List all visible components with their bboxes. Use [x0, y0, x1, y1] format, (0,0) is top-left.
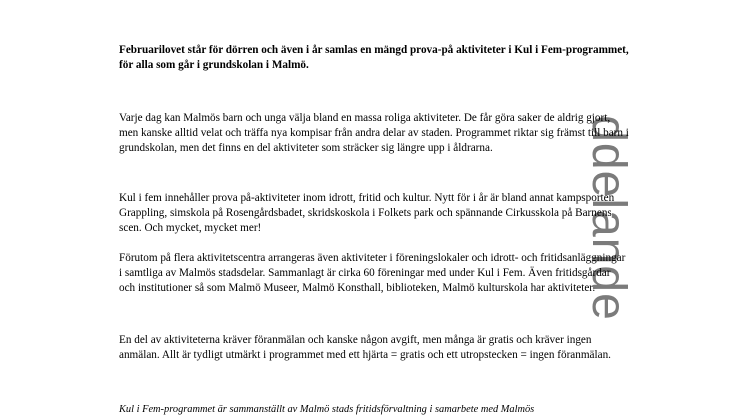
footnote: Kul i Fem-programmet är sammanställt av Malmö stads fritidsförvaltning i samarbete med Malmös: [119, 404, 535, 415]
body-paragraph-1: Varje dag kan Malmös barn och unga välja bland en massa roliga aktiviteter. De får göra saker de aldrig gjort, men kanske alltid velat och träffa nya kompisar från andra delar av staden. Programmet riktar sig främst till barn i grundskolan, men det finns en del aktiviteter som sträcker sig längre upp i åldrarna.: [119, 112, 629, 154]
side-label: ddelande: [582, 115, 635, 321]
body-paragraph-4: En del av aktiviteterna kräver föranmälan och kanske någon avgift, men många är gratis och kräver ingen anmälan. Allt är tydligt utmärkt i programmet med ett hjärta = gratis och ett utropstecken = ingen föranmälan.: [119, 334, 611, 361]
lead-paragraph: Februarilovet står för dörren och även i år samlas en mängd prova-på aktiviteter i Kul i Fem-programmet, för alla som går i grundskolan i Malmö.: [119, 44, 629, 71]
body-paragraph-3: Förutom på flera aktivitetscentra arrangeras även aktiviteter i föreningslokaler och idrott- och fritidsanläggningar i samtliga av Malmös stadsdelar. Sammanlagt är cirka 60 föreningar med under Kul i Fem. Även fritidsgårdar och institutioner så som Malmö Museer, Malmö Konsthall, biblioteken, Malmö kulturskola har aktiviteter.: [119, 252, 626, 294]
body-paragraph-2: Kul i fem innehåller prova på-aktiviteter inom idrott, fritid och kultur. Nytt för i år är bland annat kampsporten Grappling, simskola på Rosengårdsbadet, skridskoskola i Folkets park och spännande Cirkusskola på Barnens scen. Och mycket, mycket mer!: [119, 192, 615, 234]
